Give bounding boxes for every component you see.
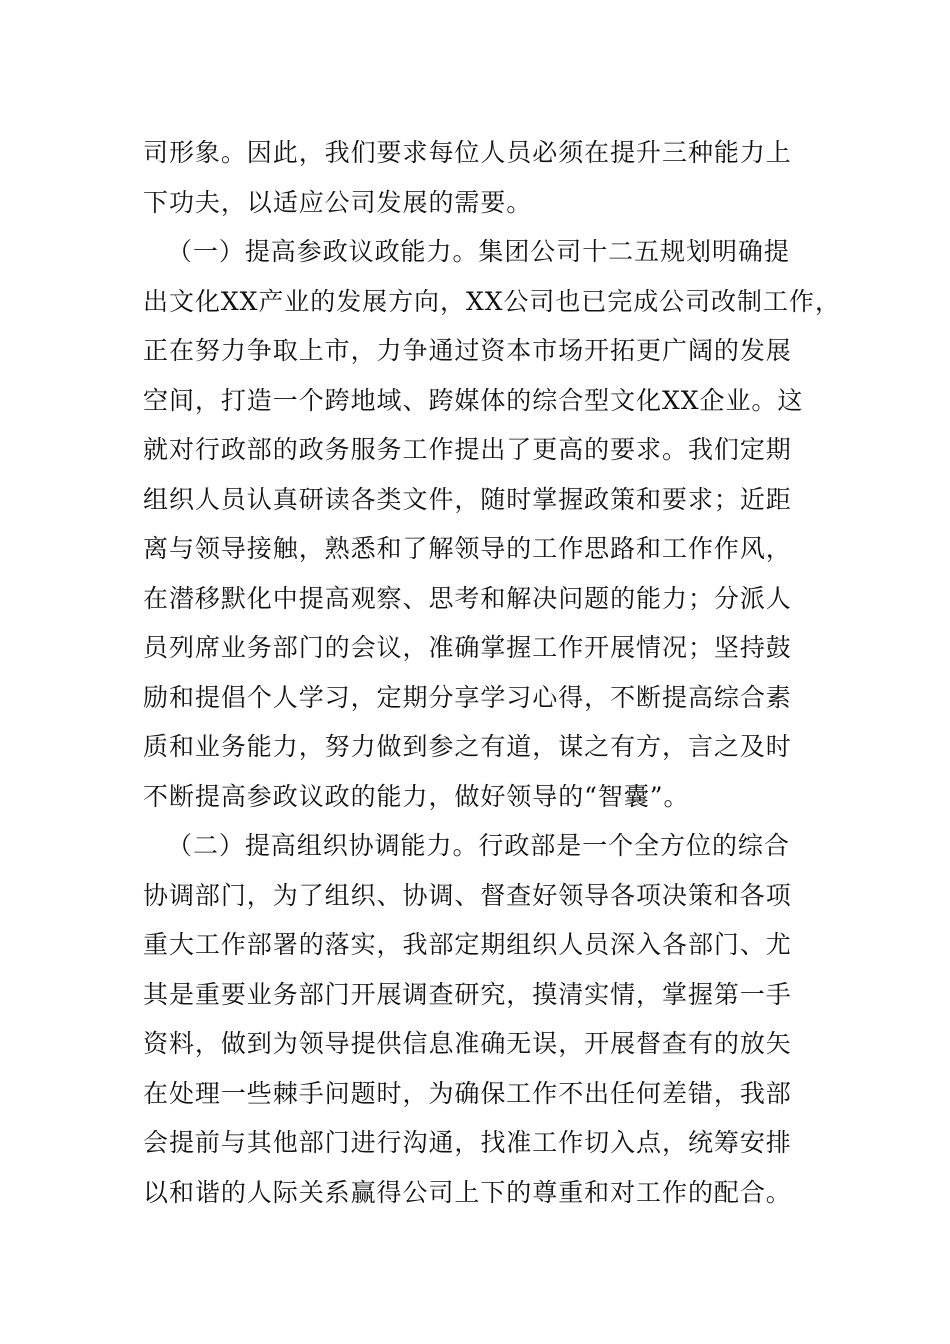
text-line-21: 会提前与其他部门进行沟通，找准工作切入点，统筹安排 [143, 1128, 792, 1157]
text-line-7: 就对行政部的政务服务工作提出了更高的要求。我们定期 [143, 435, 792, 464]
text-line-17: 重大工作部署的落实，我部定期组织人员深入各部门、尤 [143, 930, 792, 959]
text-line-1: 司形象。因此，我们要求每位人员必须在提升三种能力上 [143, 138, 792, 167]
text-line-2: 下功夫，以适应公司发展的需要。 [143, 187, 533, 217]
text-line-12: 励和提倡个人学习，定期分享学习心得，不断提高综合素 [143, 682, 792, 712]
text-line-20: 在处理一些棘手问题时，为确保工作不出任何差错，我部 [143, 1078, 792, 1108]
section-heading-2: （二）提高组织协调能力。行政部是一个全方位的综合 [167, 831, 790, 860]
text-line-19: 资料，做到为领导提供信息准确无误，开展督查有的放矢 [143, 1029, 792, 1058]
text-line-14: 不断提高参政议政的能力，做好领导的“智囊”。 [143, 781, 690, 811]
text-line-4: 出文化XX产业的发展方向，XX公司也已完成公司改制工作， [143, 286, 841, 316]
text-line-10: 在潜移默化中提高观察、思考和解决问题的能力；分派人 [143, 583, 792, 613]
body-text [143, 128, 841, 1217]
text-line-11: 员列席业务部门的会议，准确掌握工作开展情况；坚持鼓 [143, 633, 792, 662]
text-line-18: 其是重要业务部门开展调查研究，摸清实情，掌握第一手 [143, 979, 792, 1009]
text-line-22: 以和谐的人际关系赢得公司上下的尊重和对工作的配合。 [143, 1177, 792, 1207]
text-line-9: 离与领导接触，熟悉和了解领导的工作思路和工作作风， [143, 534, 792, 563]
text-line-6: 空间，打造一个跨地域、跨媒体的综合型文化XX企业。这 [143, 385, 804, 415]
text-line-13: 质和业务能力，努力做到参之有道，谋之有方，言之及时 [143, 732, 792, 761]
text-line-8: 组织人员认真研读各类文件，随时掌握政策和要求；近距 [143, 484, 792, 514]
text-line-5: 正在努力争取上市，力争通过资本市场开拓更广阔的发展 [143, 336, 792, 365]
section-heading-1: （一）提高参政议政能力。集团公司十二五规划明确提 [167, 237, 790, 266]
text-line-16: 协调部门，为了组织、协调、督查好领导各项决策和各项 [143, 880, 792, 910]
